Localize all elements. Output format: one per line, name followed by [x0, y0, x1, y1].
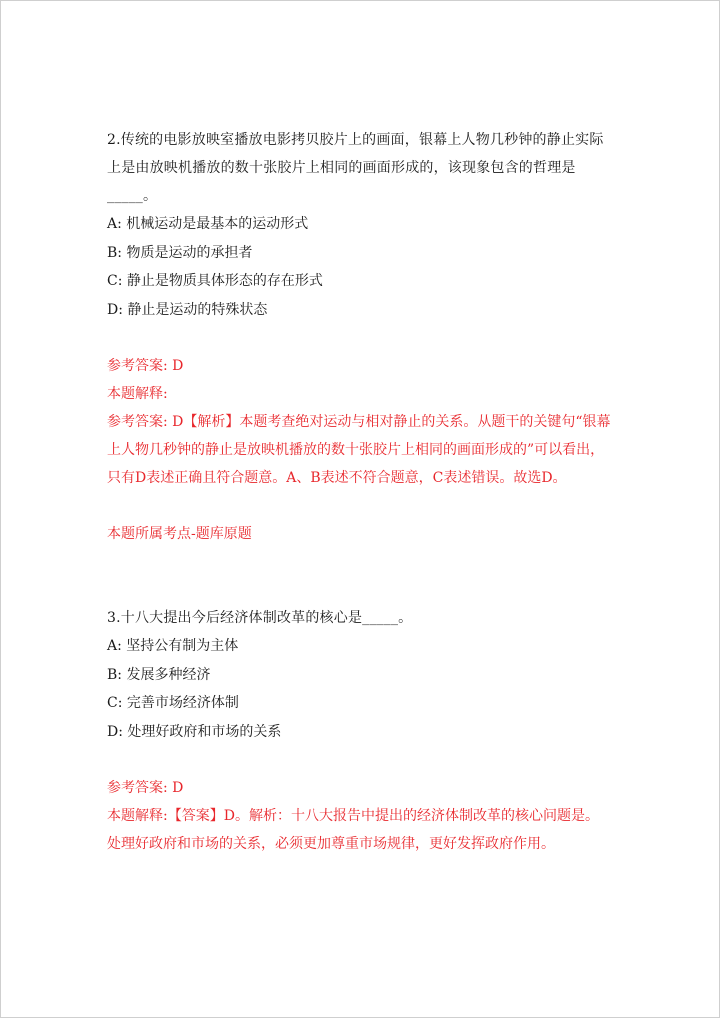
question-2-topic: 本题所属考点-题库原题: [107, 526, 252, 542]
question-2-option-c: C: 静止是物质具体形态的存在形式: [107, 273, 323, 289]
question-2-answer: 参考答案: D: [107, 358, 184, 374]
question-2-option-d: D: 静止是运动的特殊状态: [107, 301, 268, 318]
question-2-option-a: A: 机械运动是最基本的运动形式: [107, 216, 309, 232]
question-2: [107, 126, 612, 548]
question-2-stem: 2.传统的电影放映室播放电影拷贝胶片上的画面，银幕上人物几秒钟的静止实际上是由放映机播放的数十张胶片上相同的画面形成的，该现象包含的哲理是_____。: [107, 132, 604, 204]
question-3-option-d: D: 处理好政府和市场的关系: [107, 723, 282, 740]
question-2-explanation: 参考答案: D【解析】本题考查绝对运动与相对静止的关系。从题干的关键句“银幕上人物几秒钟的静止是放映机播放的数十张胶片上相同的画面形成的”可以看出，只有D表述正确且符合题意。A、B表述不符合题意，C表述错误。故选D。: [107, 414, 611, 486]
question-3-explanation: 本题解释:【答案】D。解析：十八大报告中提出的经济体制改革的核心问题是。处理好政府和市场的关系，必须更加尊重市场规律，更好发挥政府作用。: [107, 808, 599, 852]
question-3: [107, 604, 612, 858]
question-3-answer: 参考答案: D: [107, 780, 184, 796]
question-3-option-c: C: 完善市场经济体制: [107, 695, 239, 711]
question-2-explanation-label: 本题解释:: [107, 386, 168, 402]
question-2-option-b: B: 物质是运动的承担者: [107, 244, 253, 261]
question-3-stem: 3.十八大提出今后经济体制改革的核心是_____。: [107, 610, 413, 626]
question-3-option-b: B: 发展多种经济: [107, 666, 211, 683]
document-content: [107, 126, 612, 858]
question-3-option-a: A: 坚持公有制为主体: [107, 638, 239, 654]
